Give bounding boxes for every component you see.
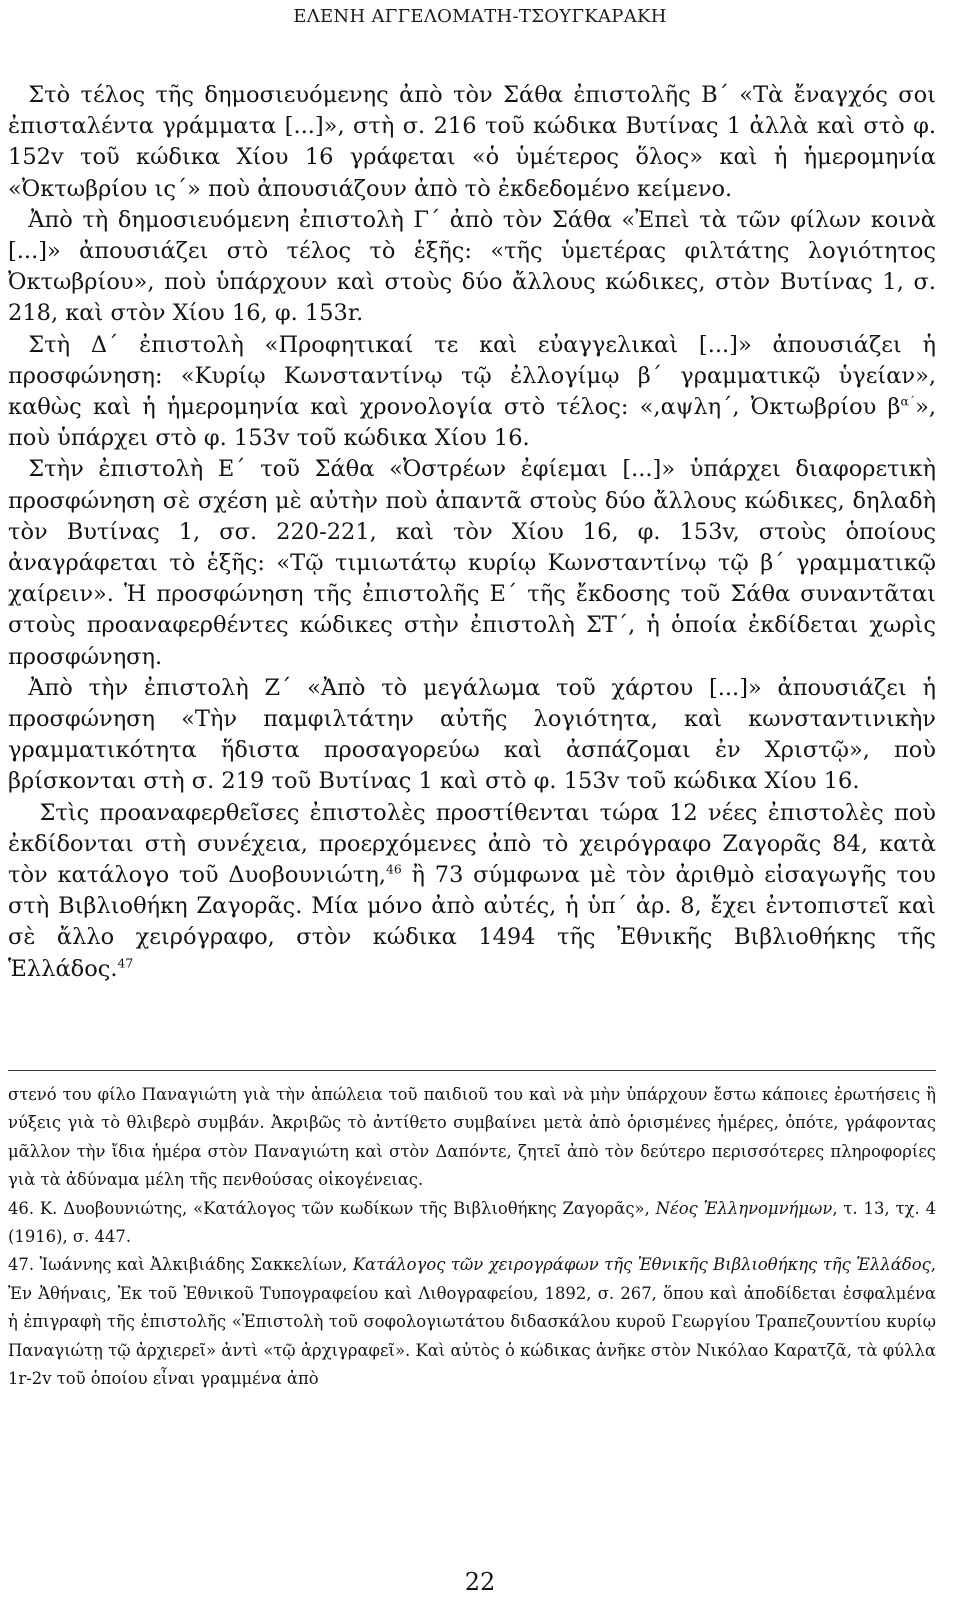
running-head: ΕΛΕΝΗ ΑΓΓΕΛΟΜΑΤΗ-ΤΣΟΥΓΚΑΡΑΚΗ (293, 6, 667, 27)
paragraph: Ἀπὸ τὴν ἐπιστολὴ Ζ΄ «Ἀπὸ τὸ μεγάλωμα τοῦ χάρτου [...]» ἀπουσιάζει ἡ προσφώνηση «Τὴν παμφιλτάτην αὐτῆς λογιότητα, καὶ κωνσταντινικὴν γραμματικότητα ἥδιστα προσαγορεύω καὶ ἀσπάζομαι ἐν Χριστῷ», ποὺ βρίσκονται στὴ σ. 219 τοῦ Βυτίνας 1 καὶ στὸ φ. 153v τοῦ κώδικα Χίου 16. (8, 674, 936, 795)
paragraph-text: Στὴ Δ΄ ἐπιστολὴ «Προφητικαί τε καὶ εὐαγγελικαὶ [...]» ἀπουσιάζει ἡ προσφώνηση: «Κυρίῳ Κωνσταντίνῳ τῷ ἐλλογίμῳ β΄ γραμματικῷ ὑγείαν», καθὼς καὶ ἡ ἡμερομηνία καὶ χρονολογία στὸ τέλος: «,αψλη΄, Ὀκτωβρίου β (8, 331, 936, 421)
paragraph: Στὸ τέλος τῆς δημοσιευόμενης ἀπὸ τὸν Σάθα ἐπιστολῆς Β΄ «Τὰ ἔναγχός σοι ἐπισταλέντα γράμματα [...]», στὴ σ. 216 τοῦ κώδικα Βυτίνας 1 ἀλλὰ καὶ στὸ φ. 152v τοῦ κώδικα Χίου 16 γράφεται «ὁ ὑμέτερος ὅλος» καὶ ἡ ἡμερομηνία «Ὀκτωβρίου ις΄» ποὺ ἀπουσιάζουν ἀπὸ τὸ ἐκδεδομένο κείμενο. (8, 82, 936, 202)
footnote-46 (8, 1195, 936, 1252)
paragraph-text: Στὶς προαναφερθεῖσες ἐπιστολὲς προστίθενται τώρα 12 νέες ἐπιστολὲς ποὺ ἐκδίδονται στὴ συνέχεια, προερχόμενες ἀπὸ τὸ χειρόγραφο Ζαγορᾶς 84, κατὰ τὸν κατάλογο τοῦ Δυοβουνιώτη, (8, 799, 936, 889)
footnote-47 (8, 1251, 936, 1393)
paragraph-text: ἢ 73 σύμφωνα μὲ τὸν ἀριθμὸ εἰσαγωγῆς του στὴ Βιβλιοθήκη Ζαγορᾶς. Μία μόνο ἀπὸ αὐτές, ἡ ὑπ΄ ἀρ. 8, ἔχει ἐντοπιστεῖ καὶ σὲ ἄλλο χειρόγραφο, στὸν κώδικα 1494 τῆς Ἐθνικῆς Βιβλιοθήκης τῆς Ἑλλάδος. (8, 862, 936, 982)
main-text (8, 80, 936, 985)
footnote-divider (8, 1070, 936, 1071)
footnote-marker-47: 47 (117, 956, 134, 971)
paragraph (8, 330, 936, 455)
footnote-text: , τ. 13, τχ. 4 (1916), σ. 447. (8, 1198, 936, 1247)
footnotes (8, 1081, 936, 1393)
footnote-text: 46. Κ. Δυοβουνιώτης, «Κατάλογος τῶν κωδίκων τῆς Βιβλιοθήκης Ζαγορᾶς», (8, 1198, 656, 1218)
book-title: Κατάλογος τῶν χειρογράφων τῆς Ἐθνικῆς Βιβλιοθήκης τῆς Ἑλλάδος (352, 1255, 931, 1275)
paragraph: Ἀπὸ τὴ δημοσιευόμενη ἐπιστολὴ Γ΄ ἀπὸ τὸν Σάθα «Ἐπεὶ τὰ τῶν φίλων κοινὰ [...]» ἀπουσιάζει στὸ τέλος τὸ ἑξῆς: «τῆς ὑμετέρας φιλτάτης λογιότητος Ὀκτωβρίου», ποὺ ὑπάρχουν καὶ στοὺς δύο ἄλλους κώδικες, στὸν Βυτίνας 1, σ. 218, καὶ στὸν Χίου 16, φ. 153r. (8, 206, 936, 327)
superscript: α΄ (900, 394, 916, 409)
footnote-marker-46: 46 (385, 862, 402, 877)
paragraph-text: », ποὺ ὑπάρχει στὸ φ. 153v τοῦ κώδικα Χίου 16. (8, 394, 936, 452)
footnote-continuation: στενό του φίλο Παναγιώτη γιὰ τὴν ἀπώλεια τοῦ παιδιοῦ του καὶ νὰ μὴν ὑπάρχουν ἔστω κάποιες ἐρωτήσεις ἢ νύξεις γιὰ τὸ θλιβερὸ συμβάν. Ἀκριβῶς τὸ ἀντίθετο συμβαίνει μετὰ ἀπὸ ὁρισμένες ἡμέρες, ὁπότε, γράφοντας μᾶλλον τὴν ἴδια ἡμέρα στὸν Παναγιώτη καὶ στὸν Δαπόντε, ζητεῖ ἀπὸ τὸν δεύτερο περισσότερες πληροφορίες γιὰ τὰ ἀδύναμα μέλη τῆς πενθούσας οἰκογένειας. (8, 1085, 936, 1190)
paragraph (8, 798, 936, 985)
footnote-text: 47. Ἰωάννης καὶ Ἀλκιβιάδης Σακκελίων, (8, 1255, 353, 1275)
journal-title: Νέος Ἑλληνομνήμων (655, 1198, 833, 1218)
footnote-text: , Ἐν Ἀθήναις, Ἐκ τοῦ Ἐθνικοῦ Τυπογραφείου καὶ Λιθογραφείου, 1892, σ. 267, ὅπου καὶ ἀποδίδεται ἐσφαλμένα ἡ ἐπιγραφὴ τῆς ἐπιστολῆς «Ἐπιστολὴ τοῦ σοφολογιωτάτου διδασκάλου κυροῦ Γεωργίου Τραπεζουντίου κυρίῳ Παναγιώτῃ τῷ ἀρχιερεῖ» ἀντὶ «τῷ ἀρχιγραφεῖ». Καὶ αὐτὸς ὁ κώδικας ἀνῆκε στὸν Νικόλαο Καρατζᾶ, τὰ φύλλα 1r-2v τοῦ ὁποίου εἶναι γραμμένα ἀπὸ (8, 1255, 937, 1389)
page-number: 22 (464, 1568, 496, 1596)
paragraph: Στὴν ἐπιστολὴ Ε΄ τοῦ Σάθα «Ὀστρέων ἐφίεμαι [...]» ὑπάρχει διαφορετικὴ προσφώνηση σὲ σχέση μὲ αὐτὴν ποὺ ἀπαντᾶ στοὺς δύο ἄλλους κώδικες, δηλαδὴ τὸν Βυτίνας 1, σσ. 220-221, καὶ τὸν Χίου 16, φ. 153v, στοὺς ὁποίους ἀναγράφεται τὸ ἑξῆς: «Τῷ τιμιωτάτῳ κυρίῳ Κωνσταντίνῳ τῷ β΄ γραμματικῷ χαίρειν». Ἡ προσφώνηση τῆς ἐπιστολῆς Ε΄ τῆς ἔκδοσης τοῦ Σάθα συναντᾶται στοὺς προαναφερθέντες κώδικες στὴν ἐπιστολὴ ΣΤ΄, ἡ ὁποία ἐκδίδεται χωρὶς προσφώνηση. (8, 456, 936, 670)
